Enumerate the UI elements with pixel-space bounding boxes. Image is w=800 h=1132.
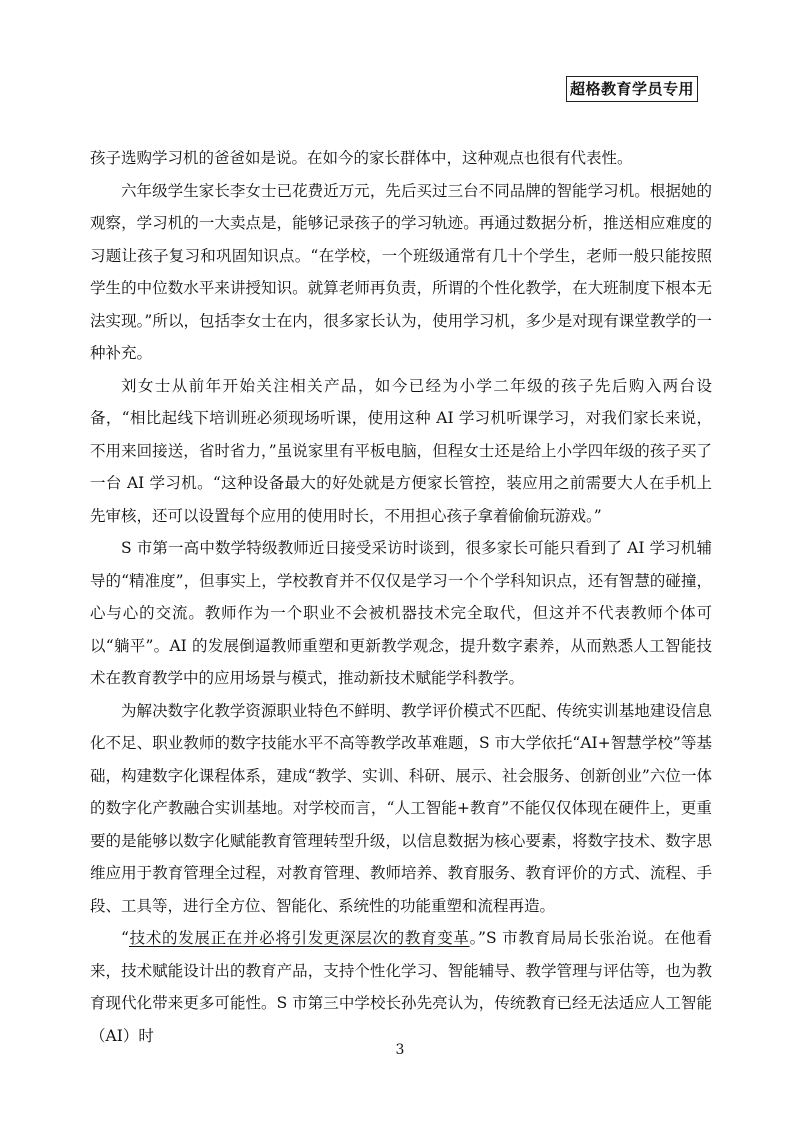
page-number: 3: [395, 1042, 405, 1058]
paragraph-1: 孩子选购学习机的爸爸如是说。在如今的家长群体中，这种观点也很有代表性。: [90, 149, 633, 167]
article-body: [90, 142, 712, 1052]
open-quote: “: [121, 929, 129, 947]
paragraph-6: [90, 922, 712, 1052]
usage-badge: 超格教育学员专用: [566, 76, 698, 102]
paragraph-4: S 市第一高中数学特级教师近日接受采访时谈到，很多家长可能只看到了 AI 学习机辅导的“精准度”，但事实上，学校教育并不仅仅是学习一个个学科知识点，还有智慧的碰撞，心与心的交流。教师作为一个职业不会被机器技术完全取代，但这并不代表教师个体可以“躺平”。AI 的发展倒逼教师重塑和更新教学观念，提升数字素养，从而熟悉人工智能技术在教育教学中的应用场景与模式，推动新技术赋能学科教学。: [90, 539, 712, 687]
paragraph-6-rest: 。”S 市教育局局长张治说。在他看来，技术赋能设计出的教育产品，支持个性化学习、智能辅导、教学管理与评估等，也为教育现代化带来更多可能性。S 市第三中学校长孙先亮认为，传统教育已经无法适应人工智能（AI）时: [90, 929, 712, 1045]
paragraph-5: 为解决数字化教学资源职业特色不鲜明、教学评价模式不匹配、传统实训基地建设信息化不足、职业教师的数字技能水平不高等教学改革难题，S 市大学依托“AI+智慧学校”等基础，构建数字化课程体系，建成“教学、实训、科研、展示、社会服务、创新创业”六位一体的数字化产教融合实训基地。对学校而言，“人工智能+教育”不能仅仅体现在硬件上，更重要的是能够以数字化赋能教育管理转型升级，以信息数据为核心要素，将数字技术、数字思维应用于教育管理全过程，对教育管理、教师培养、教育服务、教育评价的方式、流程、手段、工具等，进行全方位、智能化、系统性的功能重塑和流程再造。: [90, 701, 712, 915]
underlined-quote: 技术的发展正在并必将引发更深层次的教育变革: [128, 929, 470, 947]
paragraph-3: 刘女士从前年开始关注相关产品，如今已经为小学二年级的孩子先后购入两台设备，“相比起线下培训班必须现场听课，使用这种 AI 学习机听课学习，对我们家长来说，不用来回接送，省时省力，”虽说家里有平板电脑，但程女士还是给上小学四年级的孩子买了一台 AI 学习机。“这种设备最大的好处就是方便家长管控，装应用之前需要大人在手机上先审核，还可以设置每个应用的使用时长，不用担心孩子拿着偷偷玩游戏。”: [90, 376, 712, 525]
paragraph-2: 六年级学生家长李女士已花费近万元，先后买过三台不同品牌的智能学习机。根据她的观察，学习机的一大卖点是，能够记录孩子的学习轨迹。再通过数据分析，推送相应难度的习题让孩子复习和巩固知识点。“在学校，一个班级通常有几十个学生，老师一般只能按照学生的中位数水平来讲授知识。就算老师再负责，所谓的个性化教学，在大班制度下根本无法实现。”所以，包括李女士在内，很多家长认为，使用学习机，多少是对现有课堂教学的一种补充。: [90, 181, 712, 362]
